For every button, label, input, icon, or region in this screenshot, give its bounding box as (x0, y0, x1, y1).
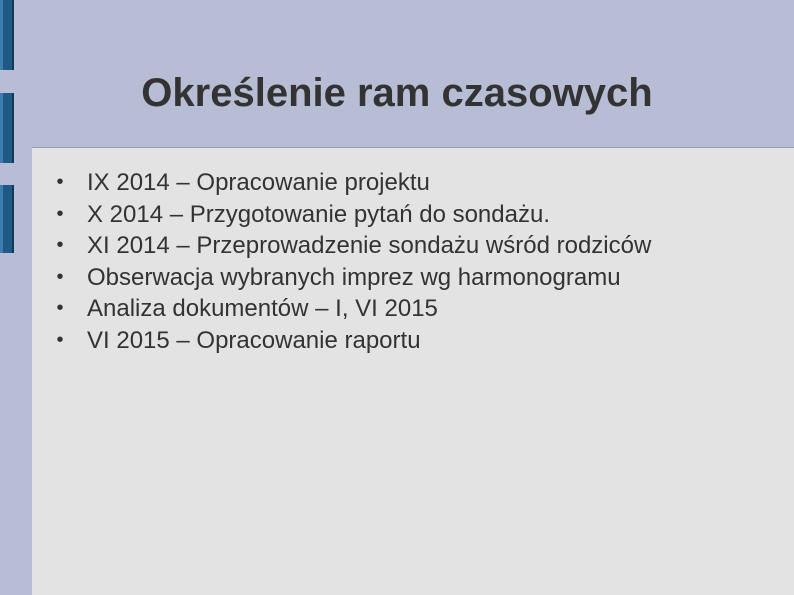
bullet-icon: • (56, 265, 64, 288)
accent-bar-bottom (0, 185, 14, 253)
slide-title: Określenie ram czasowych (141, 71, 653, 115)
bullet-text: Analiza dokumentów – I, VI 2015 (87, 295, 438, 322)
bullet-text: X 2014 – Przygotowanie pytań do sondażu. (87, 200, 550, 228)
bullet-text: IX 2014 – Opracowanie projektu (87, 169, 430, 196)
bullet-item (54, 293, 774, 325)
bullet-item (54, 325, 774, 357)
bullet-icon: • (56, 297, 64, 319)
bullet-icon: • (56, 202, 64, 225)
bullet-icon: • (56, 234, 64, 256)
bullet-item (54, 230, 774, 262)
bullet-text: Obserwacja wybranych imprez wg harmonogramu (87, 263, 621, 291)
bullet-icon: • (56, 328, 64, 351)
bullet-list (54, 167, 774, 356)
bullet-item (54, 199, 774, 231)
bullet-text: VI 2015 – Opracowanie raportu (87, 326, 421, 354)
bullet-text: XI 2014 – Przeprowadzenie sondażu wśród rodziców (87, 232, 652, 259)
bullet-icon: • (56, 171, 64, 193)
accent-bar-top (0, 0, 14, 70)
bullet-item (54, 262, 774, 294)
bullet-item (54, 167, 774, 199)
